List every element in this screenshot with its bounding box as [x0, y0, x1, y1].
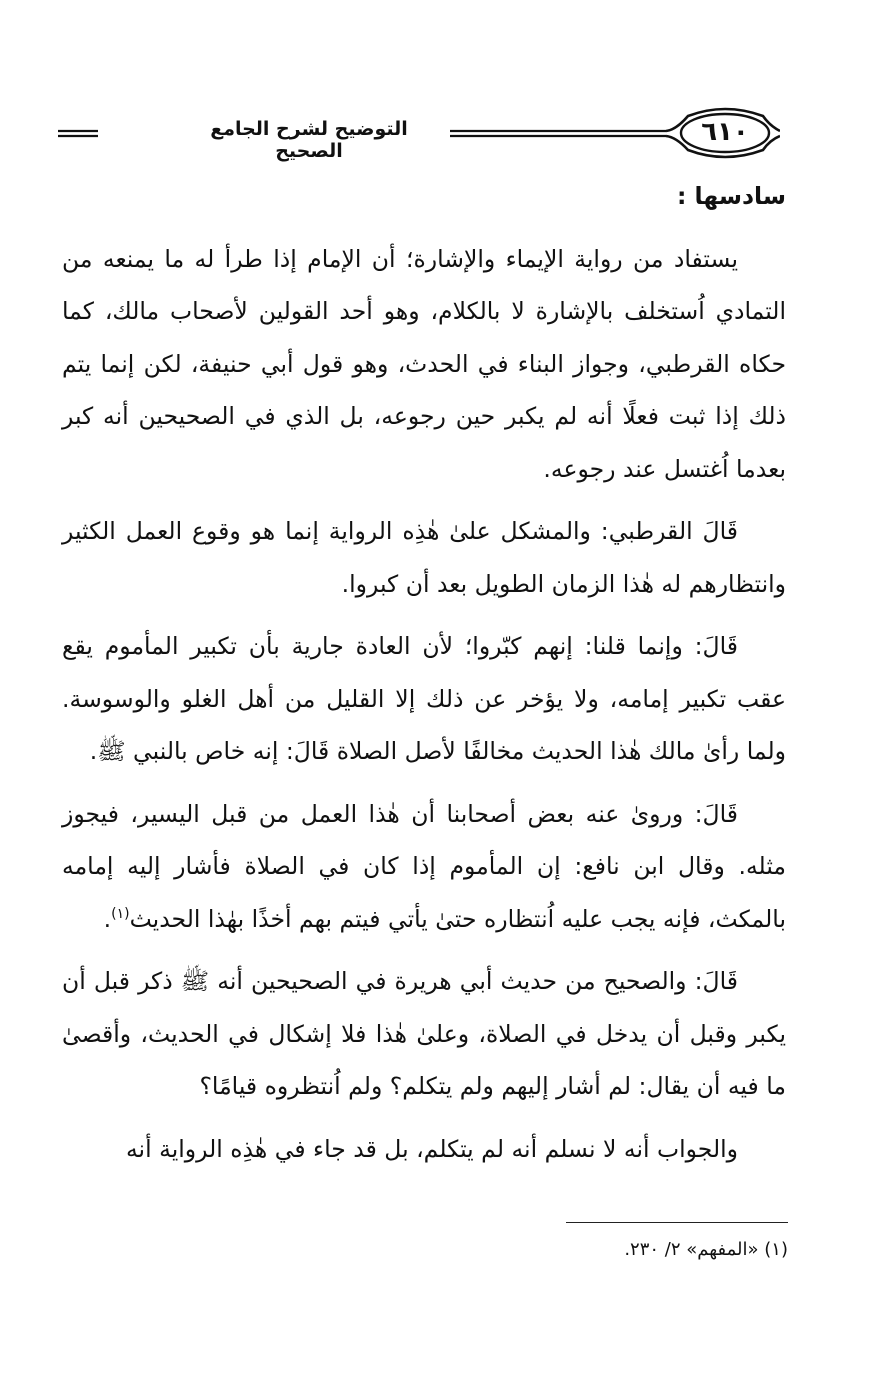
paragraph: [62, 620, 786, 778]
section-heading: سادسها :: [676, 182, 786, 210]
paragraph: [62, 505, 786, 610]
footnote-separator: [566, 1222, 788, 1223]
paragraph: [62, 788, 786, 946]
paragraph-end-punctuation: .: [103, 904, 112, 933]
paragraph-text: قَالَ: والصحيح من حديث أبي هريرة في الصحيحين أنه ﷺ ذكر قبل أن يكبر وقبل أن يدخل في الصلاة، وعلىٰ هٰذا فلا إشكال في الحديث، وأقصىٰ ما فيه أن يقال: لم أشار إليهم ولم يتكلم؟ ولم اُنتظروه قيامًا؟: [62, 967, 786, 1100]
running-title: التوضيح لشرح الجامع الصحيح: [168, 118, 450, 162]
paragraph-text: قَالَ: وروىٰ عنه بعض أصحابنا أن هٰذا العمل من قبل اليسير، فيجوز مثله. وقال ابن نافع: إن المأموم إذا كان في الصلاة فأشار إليه إمامه بالمكث، فإنه يجب عليه اُنتظاره حتىٰ يأتي فيتم بهم أخذًا بهٰذا الحديث: [62, 799, 786, 933]
body-text: [62, 170, 786, 1185]
page-header: [58, 104, 780, 164]
footnote: (١) «المفهم» ٢/ ٢٣٠.: [624, 1239, 788, 1260]
page-number: ٦١٠: [701, 117, 749, 147]
footnote-reference[interactable]: (١): [111, 905, 130, 922]
paragraph: [62, 955, 786, 1113]
paragraph-text: يستفاد من رواية الإيماء والإشارة؛ أن الإمام إذا طرأ له ما يمنعه من التمادي اُستخلف بالإشارة لا بالكلام، وهو أحد القولين لأصحاب مالك، كما حكاه القرطبي، وجواز البناء في الحدث، وهو قول أبي حنيفة، لكن إنما يتم ذلك إذا ثبت فعلًا أنه لم يكبر حين رجوعه، بل الذي في الصحيحين أنه كبر بعدما اُغتسل عند رجوعه.: [62, 244, 786, 483]
paragraph: [62, 1123, 786, 1176]
paragraph-text: قَالَ: وإنما قلنا: إنهم كبّروا؛ لأن العادة جارية بأن تكبير المأموم يقع عقب تكبير إمامه، ولا يؤخر عن ذلك إلا القليل من أهل الغلو والوسوسة. ولما رأىٰ مالك هٰذا الحديث مخالفًا لأصل الصلاة قَالَ: إنه خاص بالنبي ﷺ.: [62, 632, 786, 765]
paragraph: [62, 233, 786, 496]
paragraph-text: قَالَ القرطبي: والمشكل علىٰ هٰذِه الرواية إنما هو وقوع العمل الكثير وانتظارهم له هٰذا الزمان الطويل بعد أن كبروا.: [62, 517, 786, 598]
paragraph-text: والجواب أنه لا نسلم أنه لم يتكلم، بل قد جاء في هٰذِه الرواية أنه: [125, 1134, 738, 1163]
